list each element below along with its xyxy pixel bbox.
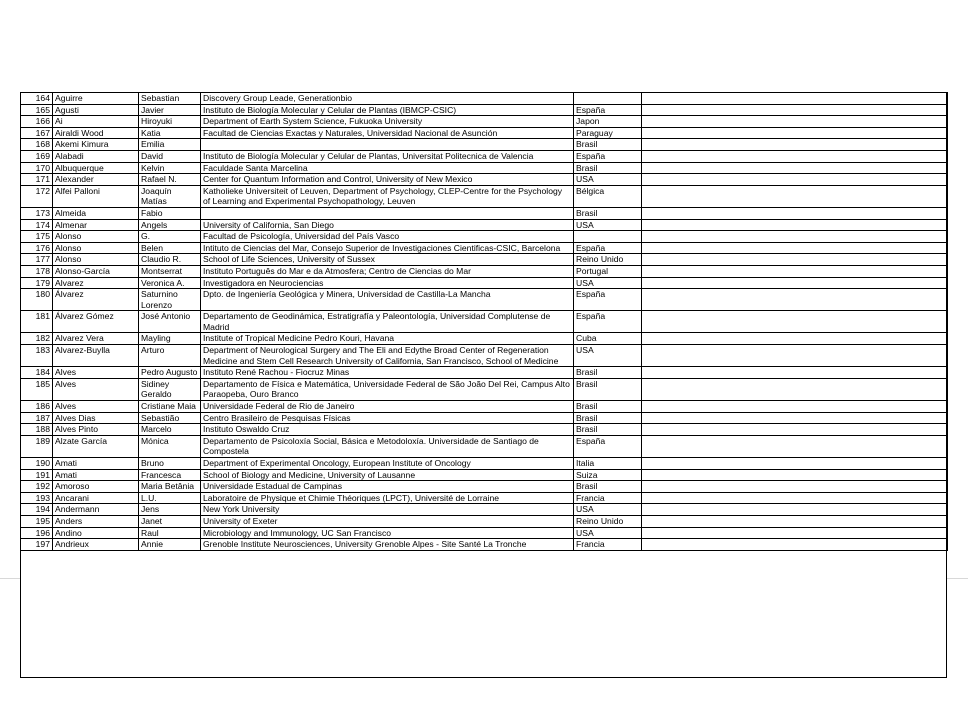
table-row bbox=[21, 254, 948, 266]
row-number-cell: 170 bbox=[21, 162, 53, 174]
country-cell: Brasil bbox=[574, 401, 642, 413]
first-name-cell: Angels bbox=[139, 219, 201, 231]
row-number-cell: 190 bbox=[21, 458, 53, 470]
first-name-cell: Cristiane Maia bbox=[139, 401, 201, 413]
empty-cell bbox=[642, 424, 948, 436]
first-name-cell: Kelvin bbox=[139, 162, 201, 174]
last-name-cell: Amati bbox=[53, 469, 139, 481]
empty-cell bbox=[642, 458, 948, 470]
last-name-cell: Akemi Kimura bbox=[53, 139, 139, 151]
last-name-cell: Alonso bbox=[53, 231, 139, 243]
table-row bbox=[21, 378, 948, 400]
first-name-cell: Emilia bbox=[139, 139, 201, 151]
row-number-cell: 166 bbox=[21, 116, 53, 128]
country-cell: Paraguay bbox=[574, 127, 642, 139]
first-name-cell: David bbox=[139, 150, 201, 162]
first-name-cell: Claudio R. bbox=[139, 254, 201, 266]
country-cell: USA bbox=[574, 504, 642, 516]
table-row bbox=[21, 504, 948, 516]
first-name-cell: Sebastian bbox=[139, 93, 201, 105]
row-number-cell: 174 bbox=[21, 219, 53, 231]
institution-cell: Microbiology and Immunology, UC San Francisco bbox=[201, 527, 574, 539]
row-number-cell: 164 bbox=[21, 93, 53, 105]
first-name-cell: Fabio bbox=[139, 207, 201, 219]
row-number-cell: 179 bbox=[21, 277, 53, 289]
empty-cell bbox=[642, 539, 948, 551]
institution-cell: Katholieke Universiteit of Leuven, Department of Psychology, CLEP-Centre for the Psychology of Learning and Experimental Psychopathology, Leuven bbox=[201, 185, 574, 207]
first-name-cell: Jens bbox=[139, 504, 201, 516]
spreadsheet bbox=[20, 92, 947, 678]
last-name-cell: Agusti bbox=[53, 104, 139, 116]
first-name-cell: Hiroyuki bbox=[139, 116, 201, 128]
table-row bbox=[21, 527, 948, 539]
country-cell: USA bbox=[574, 174, 642, 186]
last-name-cell: Alves bbox=[53, 401, 139, 413]
empty-cell bbox=[642, 219, 948, 231]
researchers-table bbox=[20, 92, 948, 551]
country-cell: Brasil bbox=[574, 424, 642, 436]
last-name-cell: Alfei Palloni bbox=[53, 185, 139, 207]
first-name-cell: Saturnino Lorenzo bbox=[139, 289, 201, 311]
empty-cell bbox=[642, 207, 948, 219]
table-row bbox=[21, 265, 948, 277]
first-name-cell: Joaquín Matías bbox=[139, 185, 201, 207]
empty-cell bbox=[642, 289, 948, 311]
row-number-cell: 169 bbox=[21, 150, 53, 162]
row-number-cell: 172 bbox=[21, 185, 53, 207]
last-name-cell: Alexander bbox=[53, 174, 139, 186]
last-name-cell: Andino bbox=[53, 527, 139, 539]
row-number-cell: 196 bbox=[21, 527, 53, 539]
table-row bbox=[21, 333, 948, 345]
country-cell: España bbox=[574, 242, 642, 254]
last-name-cell: Alonso-García bbox=[53, 265, 139, 277]
institution-cell: Investigadora en Neurociencias bbox=[201, 277, 574, 289]
row-number-cell: 185 bbox=[21, 378, 53, 400]
institution-cell: Centro Brasileiro de Pesquisas Físicas bbox=[201, 412, 574, 424]
row-number-cell: 184 bbox=[21, 367, 53, 379]
first-name-cell: Javier bbox=[139, 104, 201, 116]
institution-cell: Departamento de Psicoloxía Social, Básica e Metodoloxía. Universidade de Santiago de Compostela bbox=[201, 435, 574, 457]
table-row bbox=[21, 539, 948, 551]
empty-cell bbox=[642, 93, 948, 105]
table-row bbox=[21, 345, 948, 367]
table-row bbox=[21, 139, 948, 151]
empty-cell bbox=[642, 367, 948, 379]
last-name-cell: Almenar bbox=[53, 219, 139, 231]
row-number-cell: 189 bbox=[21, 435, 53, 457]
institution-cell: Discovery Group Leade, Generationbio bbox=[201, 93, 574, 105]
empty-cell bbox=[642, 492, 948, 504]
institution-cell: New York University bbox=[201, 504, 574, 516]
row-number-cell: 173 bbox=[21, 207, 53, 219]
empty-cell bbox=[642, 481, 948, 493]
institution-cell: School of Life Sciences, University of Sussex bbox=[201, 254, 574, 266]
country-cell: Brasil bbox=[574, 481, 642, 493]
table-row bbox=[21, 481, 948, 493]
last-name-cell: Alvarez bbox=[53, 277, 139, 289]
row-number-cell: 180 bbox=[21, 289, 53, 311]
first-name-cell: Pedro Augusto bbox=[139, 367, 201, 379]
empty-cell bbox=[642, 412, 948, 424]
country-cell: Suiza bbox=[574, 469, 642, 481]
row-number-cell: 191 bbox=[21, 469, 53, 481]
country-cell: Brasil bbox=[574, 139, 642, 151]
row-number-cell: 182 bbox=[21, 333, 53, 345]
institution-cell: Facultad de Psicología, Universidad del País Vasco bbox=[201, 231, 574, 243]
country-cell: Brasil bbox=[574, 378, 642, 400]
first-name-cell: L.U. bbox=[139, 492, 201, 504]
institution-cell bbox=[201, 139, 574, 151]
empty-cell bbox=[642, 515, 948, 527]
institution-cell: Grenoble Institute Neurosciences, University Grenoble Alpes - Site Santé La Tronche bbox=[201, 539, 574, 551]
empty-cell bbox=[642, 277, 948, 289]
institution-cell: School of Biology and Medicine, University of Lausanne bbox=[201, 469, 574, 481]
empty-cell bbox=[642, 254, 948, 266]
row-number-cell: 167 bbox=[21, 127, 53, 139]
row-number-cell: 175 bbox=[21, 231, 53, 243]
last-name-cell: Amoroso bbox=[53, 481, 139, 493]
table-row bbox=[21, 242, 948, 254]
empty-cell bbox=[642, 231, 948, 243]
empty-cell bbox=[642, 127, 948, 139]
table-row bbox=[21, 515, 948, 527]
row-number-cell: 181 bbox=[21, 311, 53, 333]
first-name-cell: Montserrat bbox=[139, 265, 201, 277]
table-row bbox=[21, 277, 948, 289]
country-cell bbox=[574, 93, 642, 105]
country-cell: España bbox=[574, 150, 642, 162]
institution-cell: Department of Neurological Surgery and The Eli and Edythe Broad Center of Regeneration Medicine and Stem Cell Research University of California, San Francisco, School of Medicine bbox=[201, 345, 574, 367]
country-cell: España bbox=[574, 435, 642, 457]
last-name-cell: Alvarez-Buylla bbox=[53, 345, 139, 367]
empty-cell bbox=[642, 174, 948, 186]
table-row bbox=[21, 492, 948, 504]
table-row bbox=[21, 219, 948, 231]
country-cell: España bbox=[574, 104, 642, 116]
last-name-cell: Alves Pinto bbox=[53, 424, 139, 436]
first-name-cell: Sebastião bbox=[139, 412, 201, 424]
empty-cell bbox=[642, 139, 948, 151]
institution-cell: Department of Experimental Oncology, European Institute of Oncology bbox=[201, 458, 574, 470]
last-name-cell: Álvarez bbox=[53, 289, 139, 311]
institution-cell: Facultad de Ciencias Exactas y Naturales, Universidad Nacional de Asunción bbox=[201, 127, 574, 139]
row-number-cell: 171 bbox=[21, 174, 53, 186]
first-name-cell: José Antonio bbox=[139, 311, 201, 333]
table-row bbox=[21, 401, 948, 413]
table-row bbox=[21, 116, 948, 128]
row-number-cell: 194 bbox=[21, 504, 53, 516]
first-name-cell: Francesca bbox=[139, 469, 201, 481]
table-row bbox=[21, 185, 948, 207]
first-name-cell: Arturo bbox=[139, 345, 201, 367]
table-row bbox=[21, 458, 948, 470]
row-number-cell: 176 bbox=[21, 242, 53, 254]
row-number-cell: 188 bbox=[21, 424, 53, 436]
country-cell bbox=[574, 231, 642, 243]
last-name-cell: Álvarez Gómez bbox=[53, 311, 139, 333]
first-name-cell: Sidiney Geraldo bbox=[139, 378, 201, 400]
table-row bbox=[21, 367, 948, 379]
first-name-cell: Bruno bbox=[139, 458, 201, 470]
empty-cell bbox=[642, 311, 948, 333]
empty-cell bbox=[642, 150, 948, 162]
last-name-cell: Alonso bbox=[53, 254, 139, 266]
last-name-cell: Ancarani bbox=[53, 492, 139, 504]
last-name-cell: Alvarez Vera bbox=[53, 333, 139, 345]
institution-cell: Faculdade Santa Marcelina bbox=[201, 162, 574, 174]
country-cell: Brasil bbox=[574, 162, 642, 174]
last-name-cell: Airaldi Wood bbox=[53, 127, 139, 139]
country-cell: España bbox=[574, 311, 642, 333]
empty-cell bbox=[642, 116, 948, 128]
country-cell: Italia bbox=[574, 458, 642, 470]
country-cell: Reino Unido bbox=[574, 254, 642, 266]
country-cell: Francia bbox=[574, 492, 642, 504]
row-number-cell: 193 bbox=[21, 492, 53, 504]
row-number-cell: 177 bbox=[21, 254, 53, 266]
table-row bbox=[21, 150, 948, 162]
institution-cell: Institute of Tropical Medicine Pedro Kouri, Havana bbox=[201, 333, 574, 345]
last-name-cell: Albuquerque bbox=[53, 162, 139, 174]
institution-cell: Departamento de Física e Matemática, Universidade Federal de São João Del Rei, Campus Alto Paraopeba, Ouro Branco bbox=[201, 378, 574, 400]
table-row bbox=[21, 311, 948, 333]
country-cell: Brasil bbox=[574, 207, 642, 219]
last-name-cell: Andermann bbox=[53, 504, 139, 516]
first-name-cell: Rafael N. bbox=[139, 174, 201, 186]
country-cell: Portugal bbox=[574, 265, 642, 277]
empty-cell bbox=[642, 527, 948, 539]
last-name-cell: Anders bbox=[53, 515, 139, 527]
country-cell: USA bbox=[574, 527, 642, 539]
first-name-cell: Raul bbox=[139, 527, 201, 539]
row-number-cell: 186 bbox=[21, 401, 53, 413]
institution-cell: Laboratoire de Physique et Chimie Théoriques (LPCT), Université de Lorraine bbox=[201, 492, 574, 504]
row-number-cell: 183 bbox=[21, 345, 53, 367]
row-number-cell: 165 bbox=[21, 104, 53, 116]
last-name-cell: Alves bbox=[53, 367, 139, 379]
country-cell: Bélgica bbox=[574, 185, 642, 207]
empty-cell bbox=[642, 185, 948, 207]
country-cell: Francia bbox=[574, 539, 642, 551]
institution-cell: Center for Quantum Information and Control, University of New Mexico bbox=[201, 174, 574, 186]
table-row bbox=[21, 424, 948, 436]
last-name-cell: Alonso bbox=[53, 242, 139, 254]
last-name-cell: Andrieux bbox=[53, 539, 139, 551]
empty-cell bbox=[642, 401, 948, 413]
table-row bbox=[21, 127, 948, 139]
institution-cell: Instituto Oswaldo Cruz bbox=[201, 424, 574, 436]
table-row bbox=[21, 412, 948, 424]
table-row bbox=[21, 289, 948, 311]
table-row bbox=[21, 435, 948, 457]
first-name-cell: Mayling bbox=[139, 333, 201, 345]
first-name-cell: Janet bbox=[139, 515, 201, 527]
country-cell: Cuba bbox=[574, 333, 642, 345]
empty-cell bbox=[642, 265, 948, 277]
table-row bbox=[21, 469, 948, 481]
institution-cell: Instituto Português do Mar e da Atmosfera; Centro de Ciencias do Mar bbox=[201, 265, 574, 277]
row-number-cell: 187 bbox=[21, 412, 53, 424]
last-name-cell: Alves bbox=[53, 378, 139, 400]
empty-cell bbox=[642, 104, 948, 116]
country-cell: Brasil bbox=[574, 412, 642, 424]
country-cell: Japon bbox=[574, 116, 642, 128]
institution-cell: Dpto. de Ingeniería Geológica y Minera, Universidad de Castilla-La Mancha bbox=[201, 289, 574, 311]
institution-cell: Instituto René Rachou - Fiocruz Minas bbox=[201, 367, 574, 379]
country-cell: Reino Unido bbox=[574, 515, 642, 527]
institution-cell: Instituto de Biología Molecular y Celular de Plantas (IBMCP-CSIC) bbox=[201, 104, 574, 116]
table-row bbox=[21, 207, 948, 219]
table-row bbox=[21, 93, 948, 105]
institution-cell: Universidade Estadual de Campinas bbox=[201, 481, 574, 493]
row-number-cell: 192 bbox=[21, 481, 53, 493]
first-name-cell: Maria Betânia bbox=[139, 481, 201, 493]
empty-cell bbox=[642, 162, 948, 174]
empty-cell bbox=[642, 378, 948, 400]
first-name-cell: Mónica bbox=[139, 435, 201, 457]
empty-cell bbox=[642, 504, 948, 516]
empty-cell bbox=[642, 435, 948, 457]
last-name-cell: Alves Dias bbox=[53, 412, 139, 424]
empty-cell bbox=[642, 242, 948, 254]
country-cell: USA bbox=[574, 277, 642, 289]
last-name-cell: Almeida bbox=[53, 207, 139, 219]
first-name-cell: G. bbox=[139, 231, 201, 243]
institution-cell: Departamento de Geodinámica, Estratigrafía y Paleontología, Universidad Complutense de Madrid bbox=[201, 311, 574, 333]
last-name-cell: Aguirre bbox=[53, 93, 139, 105]
first-name-cell: Katia bbox=[139, 127, 201, 139]
empty-cell bbox=[642, 469, 948, 481]
institution-cell: University of Exeter bbox=[201, 515, 574, 527]
last-name-cell: Alzate García bbox=[53, 435, 139, 457]
table-row bbox=[21, 231, 948, 243]
country-cell: Brasil bbox=[574, 367, 642, 379]
country-cell: USA bbox=[574, 345, 642, 367]
table-row bbox=[21, 162, 948, 174]
country-cell: USA bbox=[574, 219, 642, 231]
first-name-cell: Belen bbox=[139, 242, 201, 254]
institution-cell: Intituto de Ciencias del Mar, Consejo Superior de Investigaciones Cientificas-CSIC, Barcelona bbox=[201, 242, 574, 254]
row-number-cell: 195 bbox=[21, 515, 53, 527]
institution-cell: University of California, San Diego bbox=[201, 219, 574, 231]
last-name-cell: Alabadi bbox=[53, 150, 139, 162]
institution-cell: Universidade Federal de Rio de Janeiro bbox=[201, 401, 574, 413]
country-cell: España bbox=[574, 289, 642, 311]
institution-cell: Instituto de Biología Molecular y Celular de Plantas, Universitat Politecnica de Valencia bbox=[201, 150, 574, 162]
table-row bbox=[21, 104, 948, 116]
empty-cell bbox=[642, 333, 948, 345]
institution-cell: Department of Earth System Science, Fukuoka University bbox=[201, 116, 574, 128]
table-body bbox=[21, 93, 948, 551]
first-name-cell: Marcelo bbox=[139, 424, 201, 436]
institution-cell bbox=[201, 207, 574, 219]
first-name-cell: Annie bbox=[139, 539, 201, 551]
last-name-cell: Ai bbox=[53, 116, 139, 128]
last-name-cell: Amati bbox=[53, 458, 139, 470]
row-number-cell: 197 bbox=[21, 539, 53, 551]
row-number-cell: 168 bbox=[21, 139, 53, 151]
first-name-cell: Veronica A. bbox=[139, 277, 201, 289]
table-row bbox=[21, 174, 948, 186]
row-number-cell: 178 bbox=[21, 265, 53, 277]
empty-cell bbox=[642, 345, 948, 367]
